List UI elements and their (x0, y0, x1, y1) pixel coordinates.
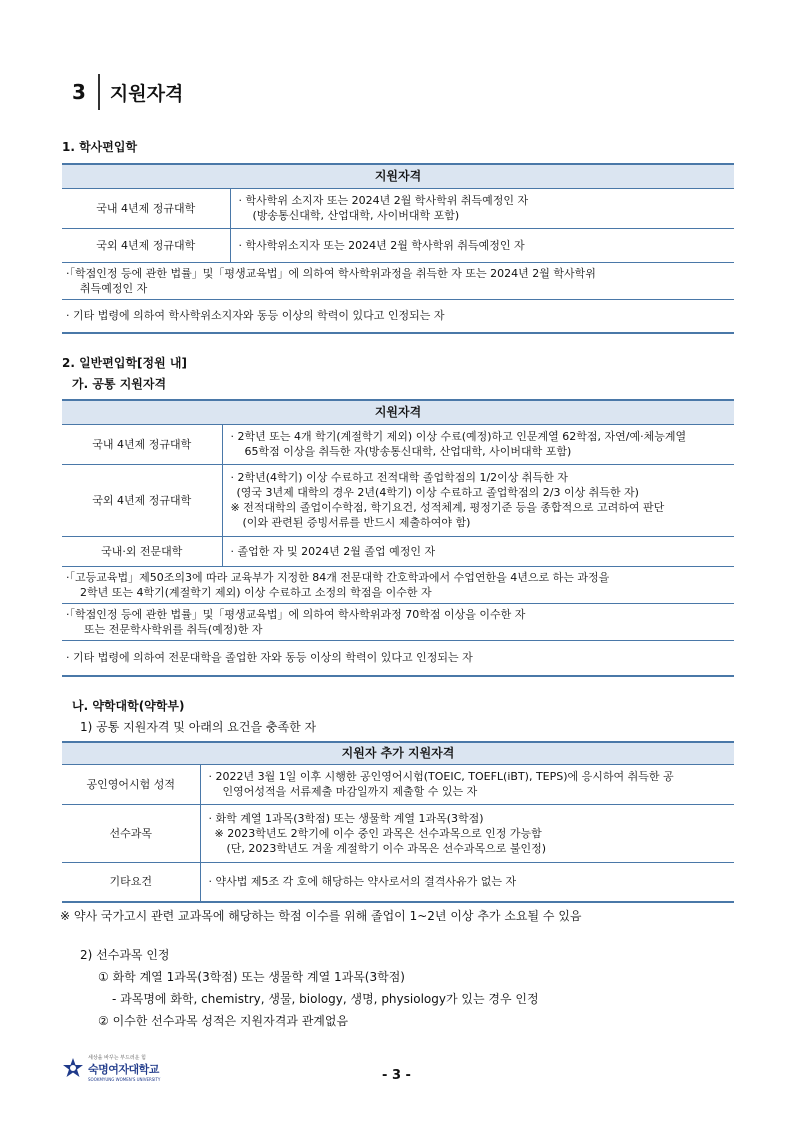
section-1-table (62, 163, 734, 334)
logo-english: SOOKMYUNG WOMEN'S UNIVERSITY (88, 1077, 161, 1082)
page-number: - 3 - (382, 1068, 411, 1083)
table-row (62, 804, 734, 862)
row-text: · 2022년 3월 1일 이후 시행한 공인영어시험(TOEIC, TOEFL(iBT), TEPS)에 응시하여 취득한 공 인영어성적을 서류제출 마감일까지 제출할 수 있는 자 (200, 764, 734, 804)
section-3-heading: 나. 약학대학(약학부) (72, 699, 185, 713)
row-text: ·「고등교육법」제50조의3에 따라 교육부가 지정한 84개 전문대학 간호학과에서 수업연한을 4년으로 하는 과정을 2학년 또는 4학기(계절학기 제외) 이상 수료하고 소정의 학점을 이수한 자 (62, 566, 734, 603)
row-label: 국내·외 전문대학 (62, 536, 222, 566)
table-row (62, 764, 734, 804)
chapter-title: 지원자격 (109, 82, 184, 105)
row-label: 국외 4년제 정규대학 (62, 228, 230, 262)
row-text: · 화학 계열 1과목(3학점) 또는 생물학 계열 1과목(3학점) ※ 2023학년도 2학기에 이수 중인 과목은 선수과목으로 인정 가능함 (단, 2023학년도 겨울 계절학기 이수 과목은 선수과목으로 불인정) (200, 804, 734, 862)
row-text: · 약사법 제5조 각 호에 해당하는 약사로서의 결격사유가 없는 자 (200, 862, 734, 902)
section-3-table (62, 741, 734, 903)
table-row (62, 603, 734, 640)
row-text: · 학사학위소지자 또는 2024년 2월 학사학위 취득예정인 자 (230, 228, 734, 262)
row-label: 공인영어시험 성적 (62, 764, 200, 804)
table-row (62, 262, 734, 299)
table-row (62, 424, 734, 464)
table-row (62, 464, 734, 536)
row-label: 국내 4년제 정규대학 (62, 424, 222, 464)
note-text: ※ 약사 국가고시 관련 교과목에 해당하는 학점 이수를 위해 졸업이 1~2년 이상 추가 소요될 수 있음 (60, 909, 582, 923)
logo-slogan: 세상을 바꾸는 부드러운 힘 (88, 1055, 146, 1061)
table-row (62, 299, 734, 333)
row-text: · 2학년 또는 4개 학기(계절학기 제외) 이상 수료(예정)하고 인문계열 62학점, 자연/예·체능계열 65학점 이상을 취득한 자(방송통신대학, 산업대학, 사이버대학 포함) (222, 424, 734, 464)
list-item: ② 이수한 선수과목 성적은 지원자격과 관계없음 (98, 1014, 349, 1028)
section-1-heading: 1. 학사편입학 (62, 140, 138, 154)
section-2-table (62, 399, 734, 677)
row-label: 선수과목 (62, 804, 200, 862)
section-3-subheading: 1) 공통 지원자격 및 아래의 요건을 충족한 자 (80, 720, 317, 734)
logo-name: 숙명여자대학교 (88, 1063, 159, 1076)
list-item: - 과목명에 화학, chemistry, 생물, biology, 생명, physiology가 있는 경우 인정 (112, 992, 539, 1006)
row-label: 기타요건 (62, 862, 200, 902)
table-header: 지원자 추가 지원자격 (62, 742, 734, 764)
subsection-heading: 2) 선수과목 인정 (80, 948, 170, 962)
table-row (62, 228, 734, 262)
table-row (62, 188, 734, 228)
table-header: 지원자격 (62, 164, 734, 188)
table-row (62, 862, 734, 902)
row-label: 국내 4년제 정규대학 (62, 188, 230, 228)
table-row (62, 566, 734, 603)
section-2-heading: 2. 일반편입학[정원 내] (62, 356, 187, 370)
row-label: 국외 4년제 정규대학 (62, 464, 222, 536)
table-header: 지원자격 (62, 400, 734, 424)
table-row (62, 640, 734, 676)
row-text: · 2학년(4학기) 이상 수료하고 전적대학 졸업학점의 1/2이상 취득한 자 (영국 3년제 대학의 경우 2년(4학기) 이상 수료하고 졸업학점의 2/3 이상 취득한 자) ※ 전적대학의 졸업이수학점, 학기요건, 성적체계, 평정기준 등을 종합적으로 고려하여 판단 (이와 관련된 증빙서류를 반드시 제출하여야 함) (222, 464, 734, 536)
row-text: ·「학점인정 등에 관한 법률」및「평생교육법」에 의하여 학사학위과정을 취득한 자 또는 2024년 2월 학사학위 취득예정인 자 (62, 262, 734, 299)
chapter-heading (72, 72, 183, 112)
row-text: · 학사학위 소지자 또는 2024년 2월 학사학위 취득예정인 자 (방송통신대학, 산업대학, 사이버대학 포함) (230, 188, 734, 228)
section-2-subheading: 가. 공통 지원자격 (72, 377, 167, 391)
row-text: ·「학점인정 등에 관한 법률」및「평생교육법」에 의하여 학사학위과정 70학점 이상을 이수한 자 또는 전문학사학위를 취득(예정)한 자 (62, 603, 734, 640)
table-row (62, 536, 734, 566)
row-text: · 기타 법령에 의하여 전문대학을 졸업한 자와 동등 이상의 학력이 있다고 인정되는 자 (62, 640, 734, 676)
row-text: · 기타 법령에 의하여 학사학위소지자와 동등 이상의 학력이 있다고 인정되는 자 (62, 299, 734, 333)
chapter-number: 3 (72, 80, 86, 104)
list-item: ① 화학 계열 1과목(3학점) 또는 생물학 계열 1과목(3학점) (98, 970, 405, 984)
row-text: · 졸업한 자 및 2024년 2월 졸업 예정인 자 (222, 536, 734, 566)
